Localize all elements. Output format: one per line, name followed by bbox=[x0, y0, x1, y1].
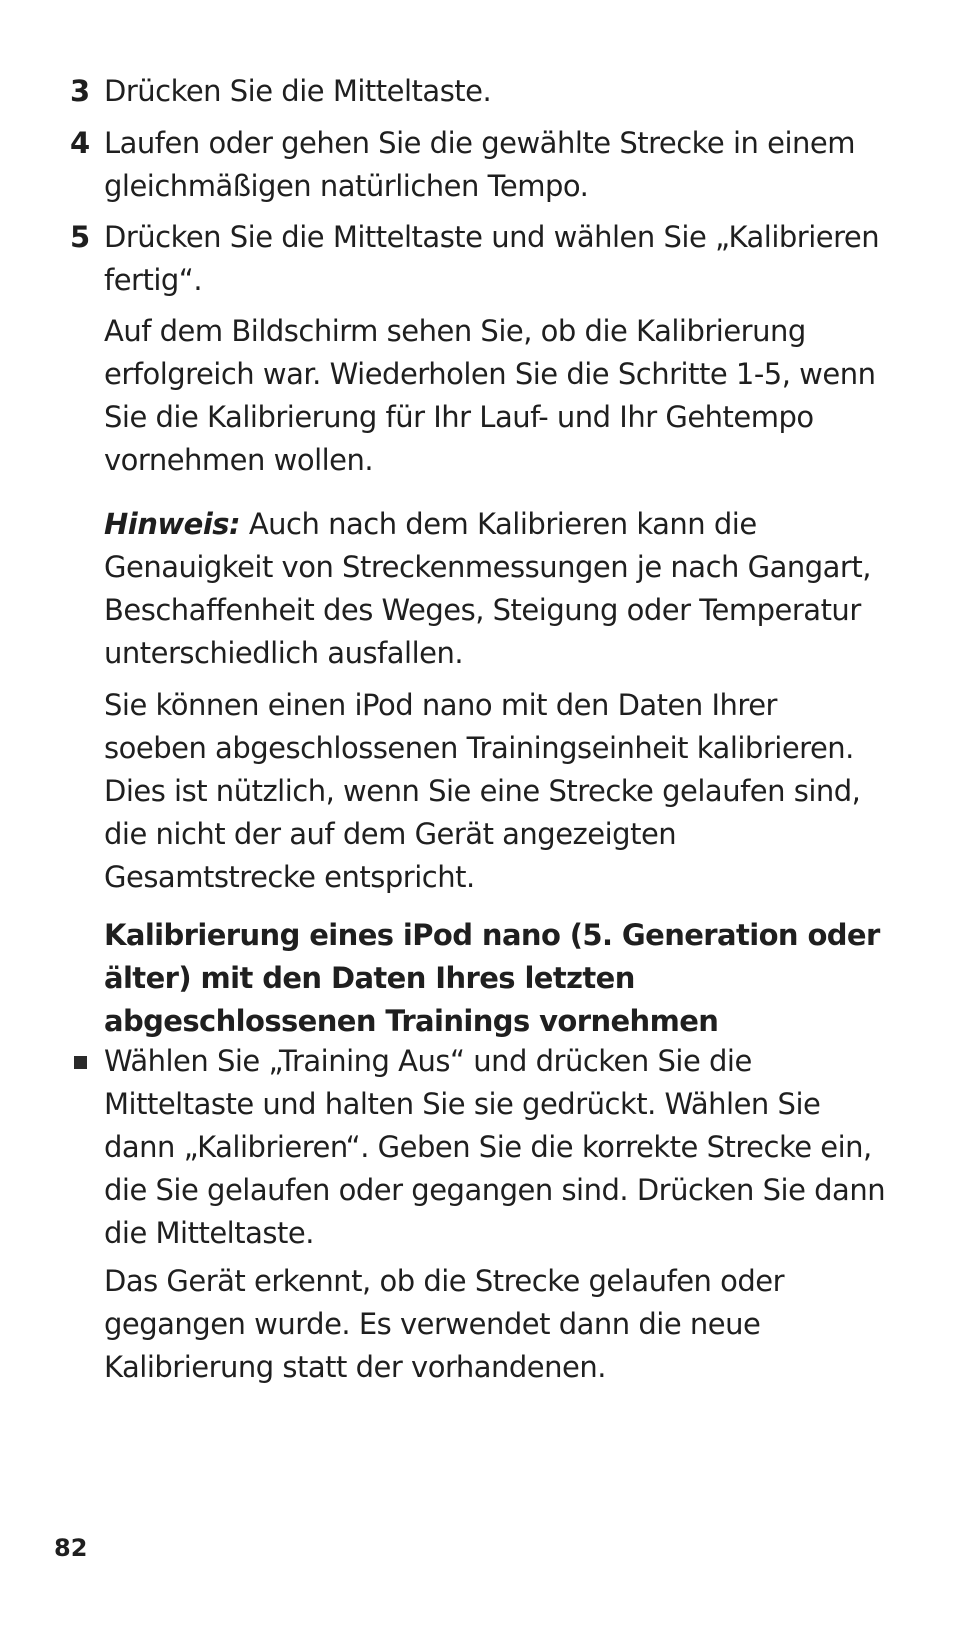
step-3 bbox=[70, 70, 890, 113]
step-text: Drücken Sie die Mitteltaste. bbox=[104, 74, 492, 108]
device-paragraph: Das Gerät erkennt, ob die Strecke gelaufen oder gegangen wurde. Es verwendet dann die neue Kalibrierung statt der vorhandenen. bbox=[104, 1264, 785, 1384]
step-number: 3 bbox=[70, 74, 90, 108]
section-heading: Kalibrierung eines iPod nano (5. Generation oder älter) mit den Daten Ihres letzten abgeschlossenen Trainings vornehmen bbox=[104, 918, 880, 1038]
step-4 bbox=[70, 122, 890, 208]
step-number: 5 bbox=[70, 220, 90, 254]
note-text: Auch nach dem Kalibrieren kann die Genauigkeit von Streckenmessungen je nach Gangart, Beschaffenheit des Weges, Steigung oder Temperatur unterschiedlich ausfallen. bbox=[104, 507, 871, 670]
recalibrate-paragraph: Sie können einen iPod nano mit den Daten Ihrer soeben abgeschlossenen Trainingseinheit kalibrieren. Dies ist nützlich, wenn Sie eine Strecke gelaufen sind, die nicht der auf dem Gerät angezeigten Gesamtstrecke entspricht. bbox=[104, 688, 861, 894]
bullet-square-icon bbox=[74, 1056, 87, 1069]
step-5 bbox=[70, 216, 890, 302]
step-text: Drücken Sie die Mitteltaste und wählen Sie „Kalibrieren fertig“. bbox=[104, 220, 880, 297]
calibration-result-paragraph: Auf dem Bildschirm sehen Sie, ob die Kalibrierung erfolgreich war. Wiederholen Sie die Schritte 1-5, wenn Sie die Kalibrierung für Ihr Lauf- und Ihr Gehtempo vornehmen wollen. bbox=[104, 314, 876, 477]
note-label: Hinweis: bbox=[104, 507, 241, 541]
step-text: Laufen oder gehen Sie die gewählte Strecke in einem gleichmäßigen natürlichen Tempo. bbox=[104, 126, 856, 203]
bullet-text: Wählen Sie „Training Aus“ und drücken Sie die Mitteltaste und halten Sie sie gedrückt. Wählen Sie dann „Kalibrieren“. Geben Sie die korrekte Strecke ein, die Sie gelaufen oder gegangen sind. Drücken Sie dann die Mitteltaste. bbox=[104, 1044, 886, 1250]
step-number: 4 bbox=[70, 126, 90, 160]
note-paragraph bbox=[104, 503, 884, 675]
page-number: 82 bbox=[54, 1534, 88, 1562]
bullet-item bbox=[70, 1040, 890, 1255]
